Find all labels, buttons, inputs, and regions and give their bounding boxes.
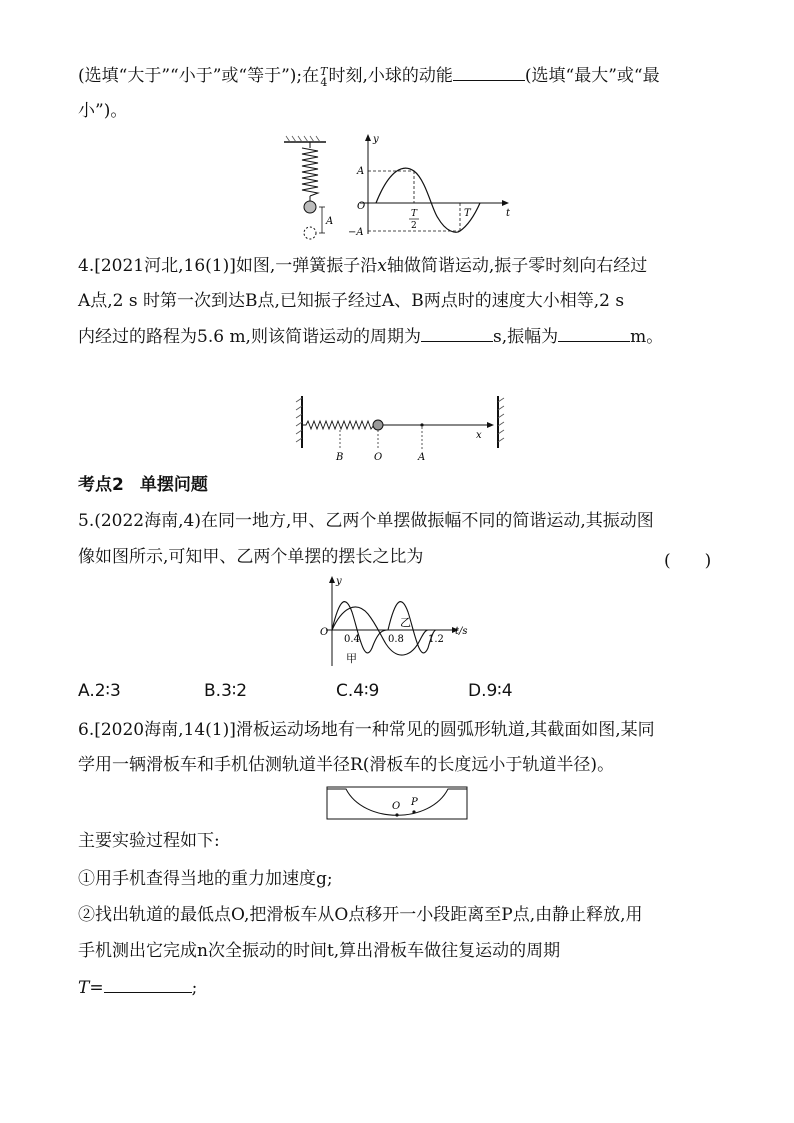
figure-spring-sine xyxy=(280,132,520,242)
q6-line6: 手机测出它完成n次全振动的时间t,算出滑板车做往复运动的周期 xyxy=(78,941,561,961)
q6-line5: ②找出轨道的最低点O,把滑板车从O点移开一小段距离至P点,由静止释放,用 xyxy=(78,905,643,925)
figure-arc-track xyxy=(324,784,470,822)
tick-1.2: 1.2 xyxy=(428,634,444,645)
y-axis-label: y xyxy=(336,576,342,587)
origin-label: O xyxy=(357,201,366,212)
neg-amplitude-label: −A xyxy=(348,227,364,238)
q4-line3 xyxy=(78,325,663,348)
q4-line1 xyxy=(78,255,647,277)
point-A-label: A xyxy=(418,452,426,462)
point-O-label: O xyxy=(392,801,401,812)
figure-horizontal-spring xyxy=(290,392,510,462)
label-jia: 甲 xyxy=(346,652,357,665)
answer-blank-period[interactable] xyxy=(421,325,493,342)
answer-blank-T[interactable] xyxy=(104,976,192,993)
q3-line1 xyxy=(78,64,660,88)
t-axis-label: t xyxy=(506,208,511,219)
t-unit-label: t/s xyxy=(455,626,468,637)
frac-num: T xyxy=(320,64,328,78)
period-expr: T= xyxy=(78,978,104,998)
section-label: 考点2 xyxy=(78,475,124,495)
label-yi: 乙 xyxy=(400,616,411,629)
q4-text-3c: m。 xyxy=(630,327,664,347)
q4-x-var: x xyxy=(377,256,387,276)
tick-0.4: 0.4 xyxy=(344,634,360,645)
option-c[interactable]: C.4∶9 xyxy=(336,681,380,701)
q3-text-b: 时刻,小球的动能 xyxy=(328,66,453,86)
answer-blank-amplitude[interactable] xyxy=(558,325,630,342)
q6-line4: ①用手机查得当地的重力加速度g; xyxy=(78,869,333,889)
spring-amplitude-label: A xyxy=(326,216,334,227)
q3-text-c: (选填“最大”或“最 xyxy=(524,66,660,86)
q4-text-3b: s,振幅为 xyxy=(492,327,559,347)
frac-den: 4 xyxy=(320,75,328,89)
point-P-label: P xyxy=(411,797,418,808)
t-half-den: 2 xyxy=(411,221,417,231)
y-axis-label: y xyxy=(373,134,379,145)
q4-text-1b: 轴做简谐运动,振子零时刻向右经过 xyxy=(386,256,648,276)
answer-paren[interactable]: ( ) xyxy=(664,551,712,571)
q6-line3: 主要实验过程如下: xyxy=(78,831,220,851)
q4-text-3a: 内经过的路程为5.6 m,则该简谐运动的周期为 xyxy=(78,327,421,347)
q5-line1: 5.(2022海南,4)在同一地方,甲、乙两个单摆做振幅不同的简谐运动,其振动图 xyxy=(78,511,654,531)
option-b[interactable]: B.3∶2 xyxy=(204,681,248,701)
option-a[interactable]: A.2∶3 xyxy=(78,681,121,701)
origin-label: O xyxy=(320,627,329,638)
q5-line2: 像如图所示,可知甲、乙两个单摆的摆长之比为 xyxy=(78,547,424,567)
answer-blank-kinetic[interactable] xyxy=(453,64,525,81)
q3-line2: 小”)。 xyxy=(78,101,128,121)
q4-text-1: 4.[2021河北,16(1)]如图,一弹簧振子沿 xyxy=(78,256,378,276)
q6-line2: 学用一辆滑板车和手机估测轨道半径R(滑板车的长度远小于轨道半径)。 xyxy=(78,755,615,775)
q6-line1: 6.[2020海南,14(1)]滑板运动场地有一种常见的圆弧形轨道,其截面如图,某同 xyxy=(78,720,655,740)
section-title: 单摆问题 xyxy=(139,475,208,495)
amplitude-label: A xyxy=(357,166,365,177)
tick-0.8: 0.8 xyxy=(388,634,404,645)
section-heading xyxy=(78,474,208,496)
t-half-num: T xyxy=(411,209,418,219)
fraction-t-over-4 xyxy=(320,66,327,88)
q3-text-a: (选填“大于”“小于”或“等于”);在 xyxy=(78,66,320,86)
option-d[interactable]: D.9∶4 xyxy=(468,681,513,701)
point-O-label: O xyxy=(374,452,383,462)
point-B-label: B xyxy=(336,452,344,462)
q6-line7: T= ; xyxy=(78,978,198,998)
figure-pendulum-graphs xyxy=(316,574,486,668)
x-axis-label: x xyxy=(476,430,482,441)
q4-line2: A点,2 s 时第一次到达B点,已知振子经过A、B两点时的速度大小相等,2 s xyxy=(78,291,625,311)
period-label: T xyxy=(464,208,471,219)
